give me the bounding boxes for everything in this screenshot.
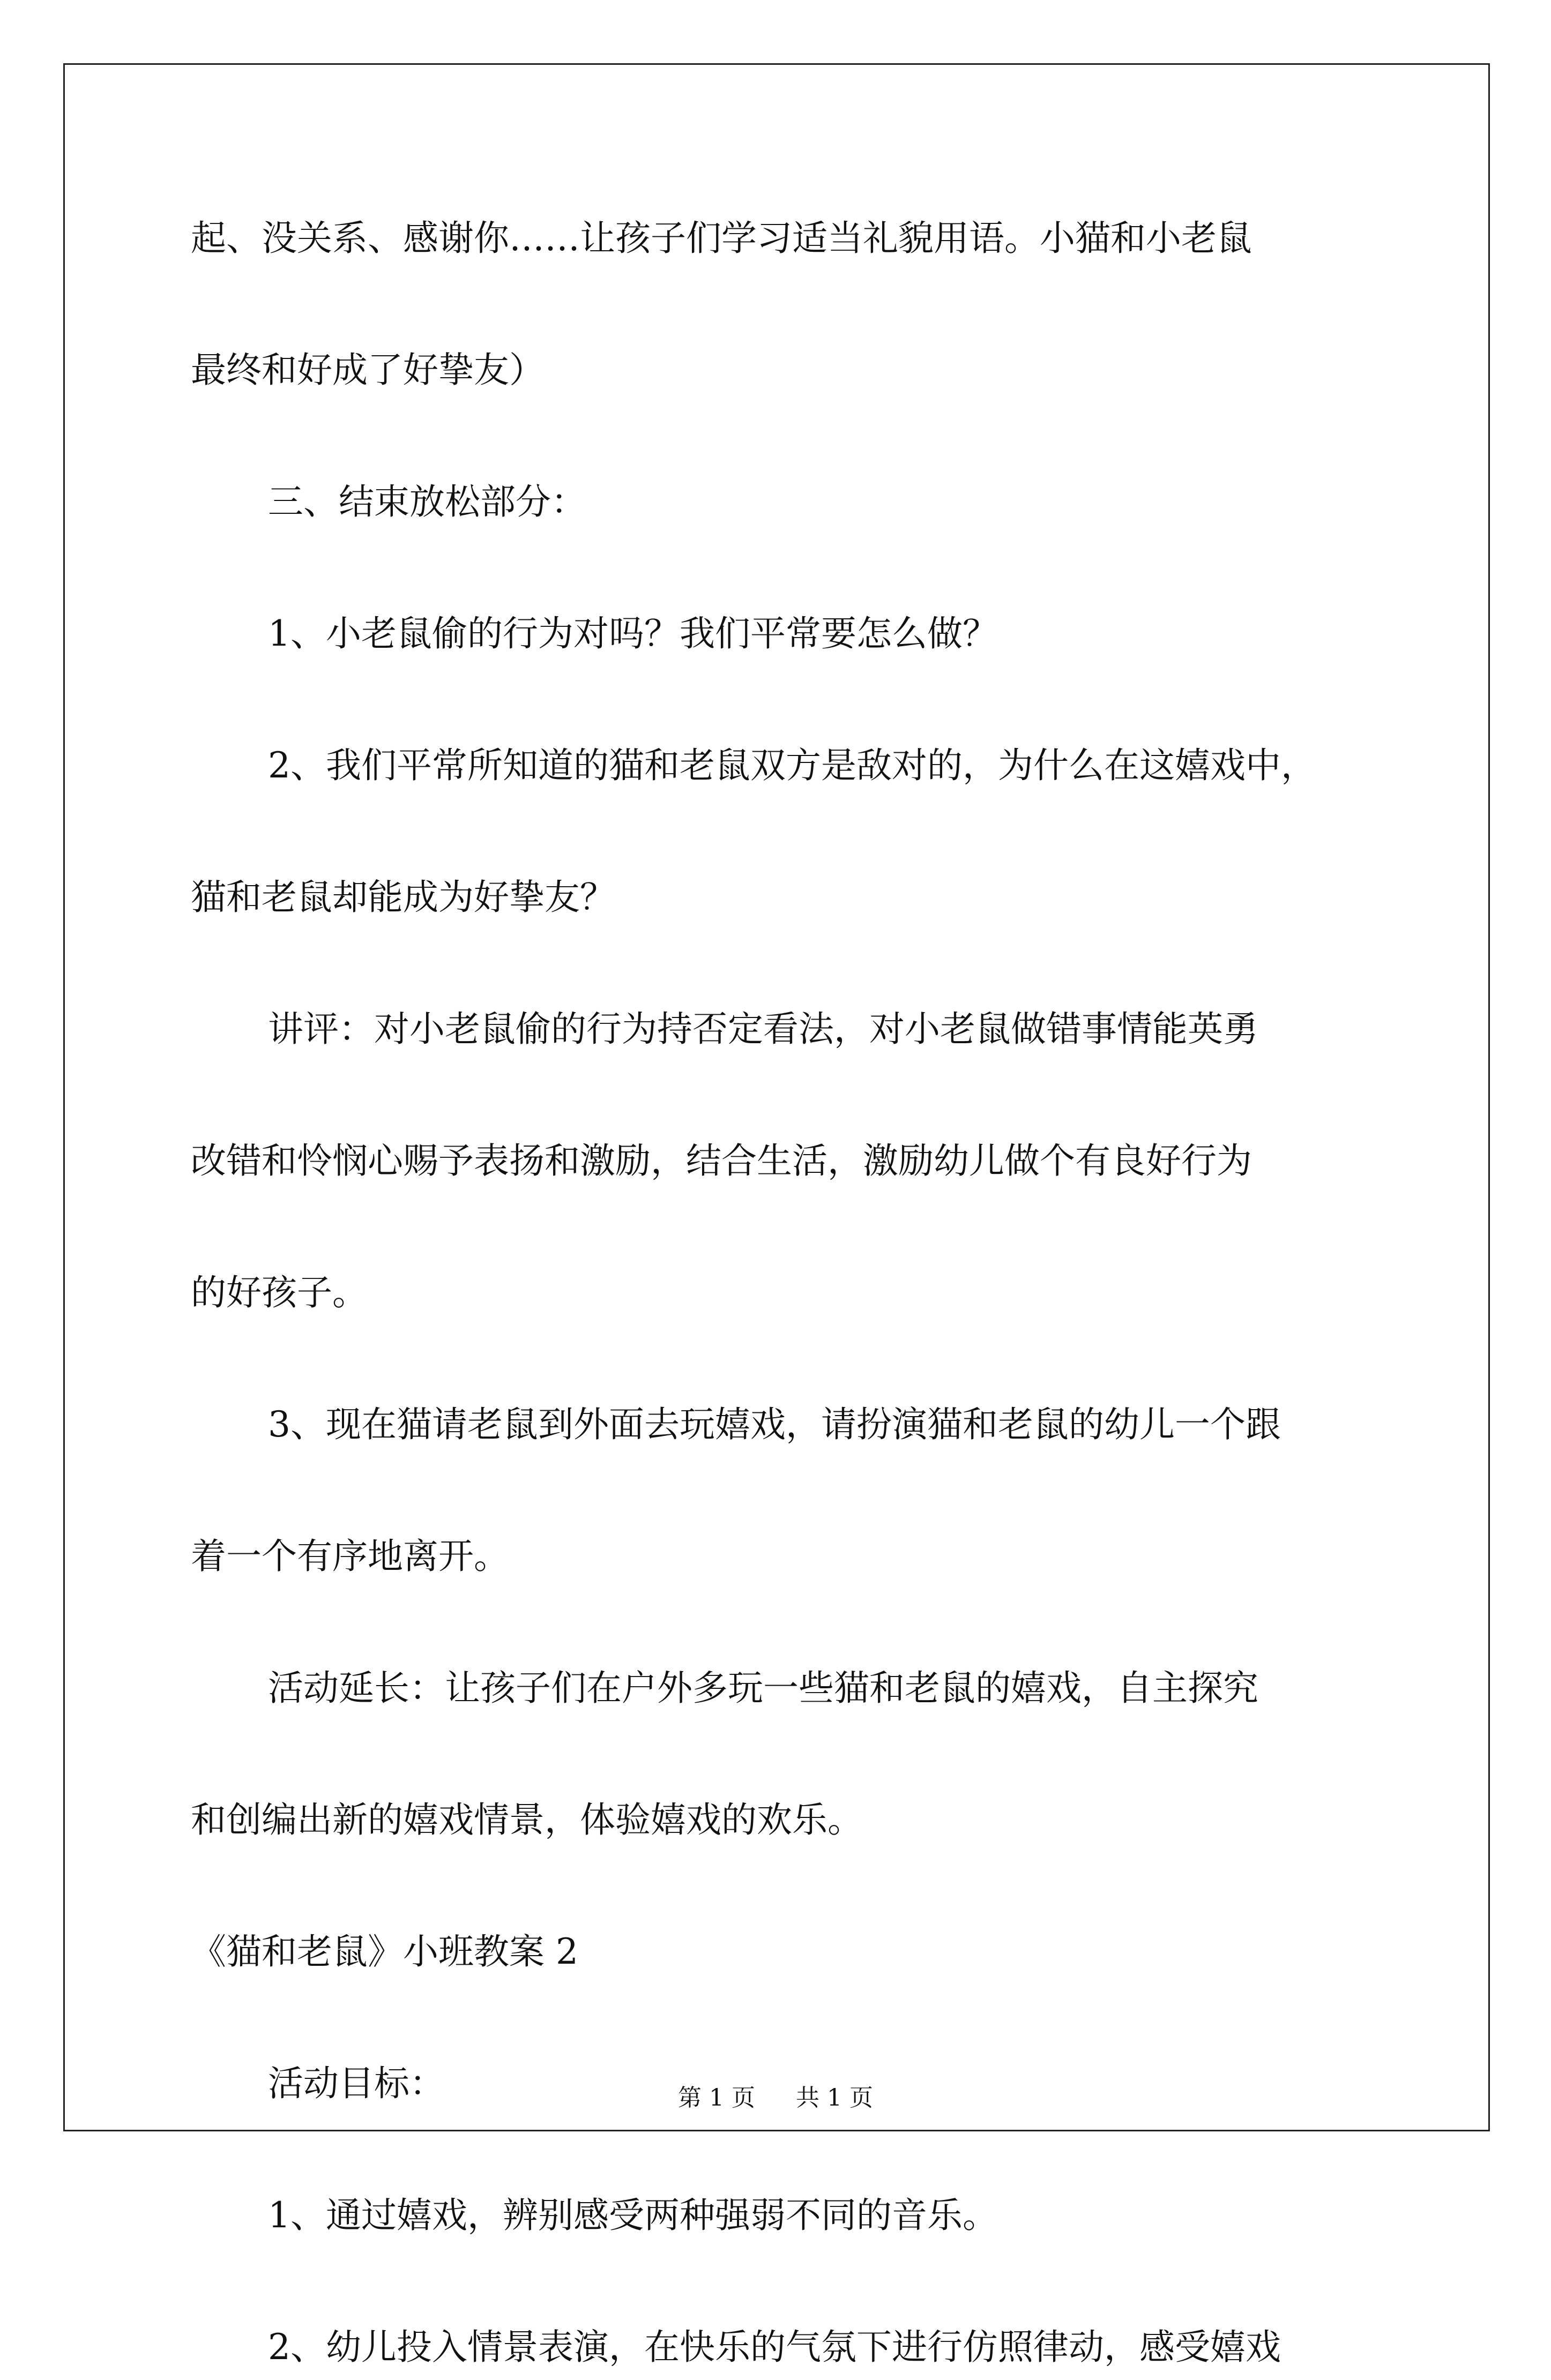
goal-item: 1、通过嬉戏，辨别感受两种强弱不同的音乐。 xyxy=(268,2195,998,2236)
activity-step: 3、现在猫请老鼠到外面去玩嬉戏，请扮演猫和老鼠的幼儿一个跟 xyxy=(268,1404,1281,1445)
lesson-title: 《猫和老鼠》小班教案 2 xyxy=(191,1931,578,1972)
text-line: 起、没关系、感谢你……让孩子们学习适当礼貌用语。小猫和小老鼠 xyxy=(191,218,1252,259)
text-line: 着一个有序地离开。 xyxy=(191,1536,509,1577)
extension-paragraph: 活动延长：让孩子们在户外多玩一些猫和老鼠的嬉戏，自主探究 xyxy=(268,1667,1258,1709)
page-number: 第 1 页 xyxy=(678,2084,755,2112)
text-line: 最终和好成了好挚友） xyxy=(191,349,545,391)
section-heading: 三、结束放松部分： xyxy=(268,481,586,522)
text-line: 的好孩子。 xyxy=(191,1272,368,1313)
page-total: 共 1 页 xyxy=(796,2084,873,2112)
commentary-paragraph: 讲评：对小老鼠偷的行为持否定看法，对小老鼠做错事情能英勇 xyxy=(268,1008,1258,1050)
text-line: 和创编出新的嬉戏情景，体验嬉戏的欢乐。 xyxy=(191,1799,863,1840)
document-body xyxy=(191,206,1368,2380)
text-line: 改错和怜悯心赐予表扬和激励，结合生活，激励幼儿做个有良好行为 xyxy=(191,1140,1252,1181)
text-line: 猫和老鼠却能成为好挚友？ xyxy=(191,877,615,918)
goal-item: 2、幼儿投入情景表演，在快乐的气氛下进行仿照律动，感受嬉戏 xyxy=(268,2326,1281,2368)
page-footer xyxy=(0,2082,1551,2114)
question-item: 1、小老鼠偷的行为对吗？我们平常要怎么做？ xyxy=(268,613,998,654)
question-item: 2、我们平常所知道的猫和老鼠双方是敌对的，为什么在这嬉戏中， xyxy=(268,745,1316,786)
section-heading: 活动目标： xyxy=(268,2063,445,2104)
